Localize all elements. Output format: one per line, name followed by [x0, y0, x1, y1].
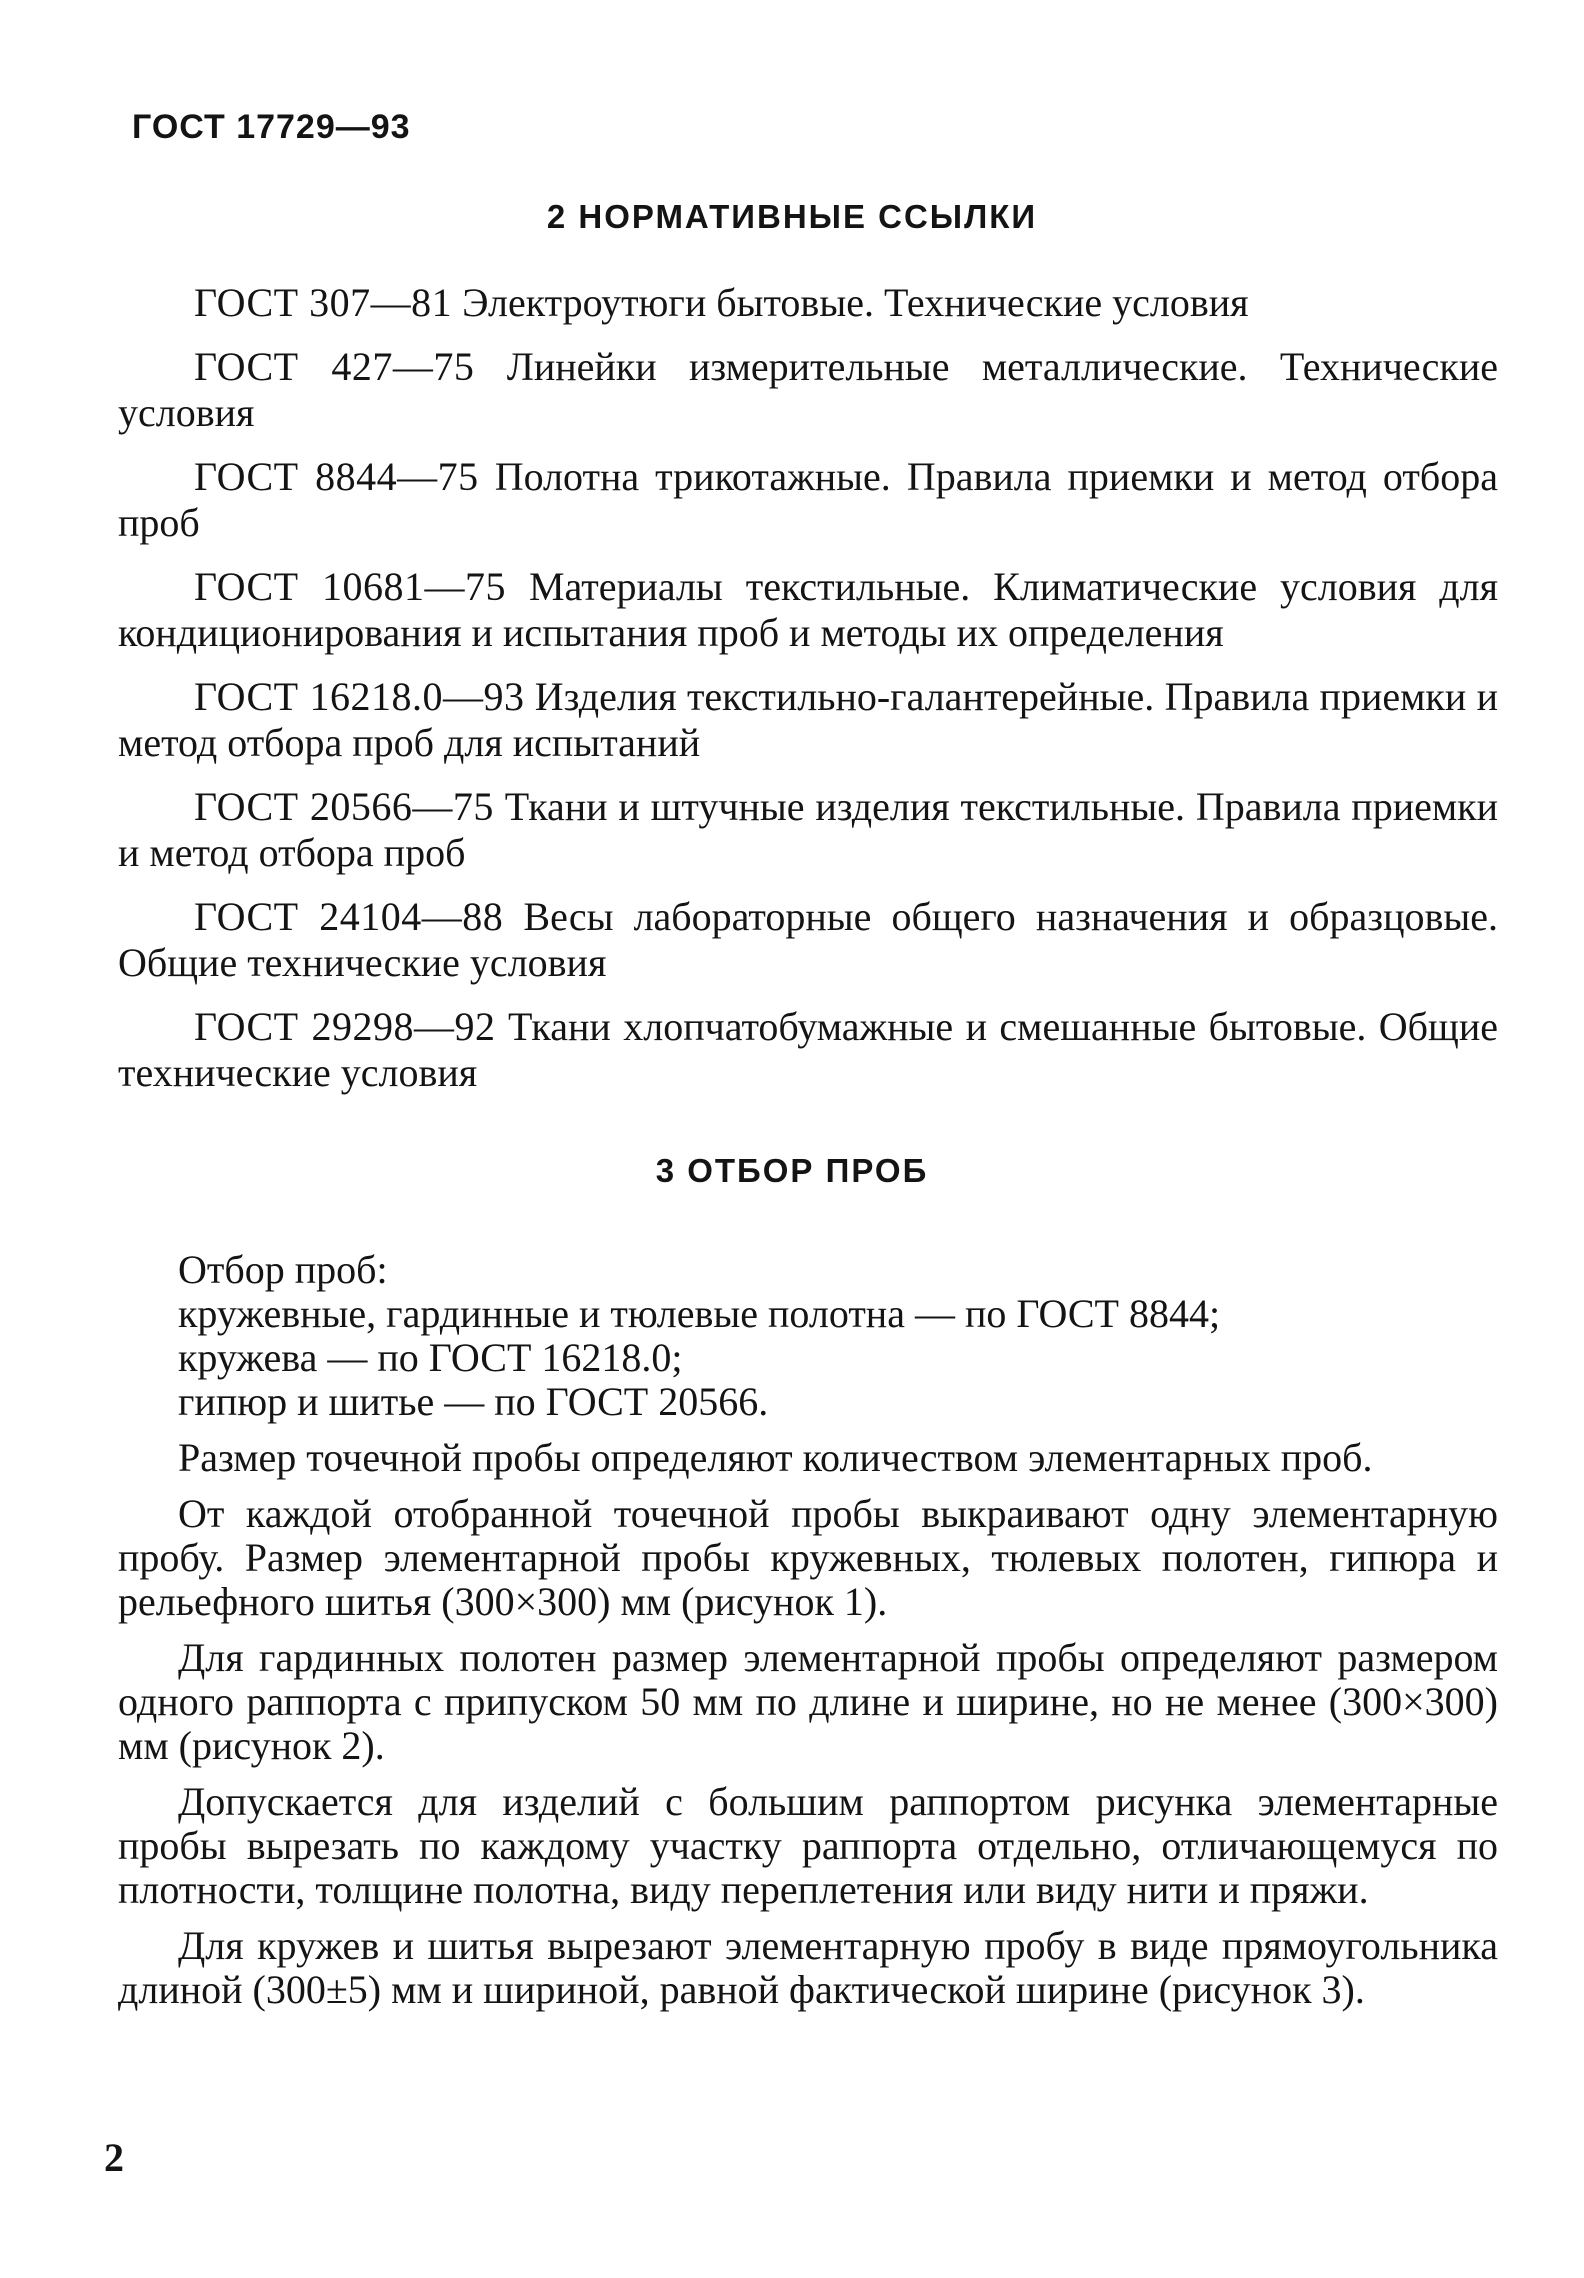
reference-item	[118, 1004, 1498, 1096]
reference-title: Изделия текстильно-галантерейные. Правила приемки и метод отбора проб для испытаний	[118, 674, 1498, 765]
reference-title: Материалы текстильные. Климатические условия для кондиционирования и испытания проб и методы их определения	[118, 564, 1498, 655]
reference-title: Ткани хлопчатобумажные и смешанные бытовые. Общие технические условия	[118, 1004, 1498, 1095]
reference-code: ГОСТ 307—81	[194, 280, 453, 325]
reference-title: Электроутюги бытовые. Технические условия	[462, 280, 1249, 325]
reference-item	[118, 894, 1498, 986]
reference-item	[118, 280, 1498, 326]
reference-item	[118, 564, 1498, 656]
reference-title: Весы лабораторные общего назначения и образцовые. Общие технические условия	[118, 894, 1499, 985]
reference-item	[118, 674, 1498, 766]
paragraph: Для гардинных полотен размер элементарной пробы определяют размером одного раппорта с припуском 50 мм по длине и ширине, но не менее (300×300) мм (рисунок 2).	[118, 1635, 1498, 1768]
reference-item	[118, 454, 1498, 546]
reference-title: Ткани и штучные изделия текстильные. Правила приемки и метод отбора проб	[118, 784, 1499, 875]
reference-code: ГОСТ 10681—75	[194, 564, 507, 609]
reference-code: ГОСТ 24104—88	[194, 894, 504, 939]
reference-code: ГОСТ 29298—92	[194, 1004, 496, 1049]
paragraph: Размер точечной пробы определяют количеством элементарных проб.	[178, 1435, 1373, 1480]
section-3-title: 3 ОТБОР ПРОБ	[655, 1152, 929, 1189]
reference-item	[118, 784, 1498, 876]
sampling-intro: Отбор проб:	[178, 1247, 388, 1292]
reference-code: ГОСТ 16218.0—93	[194, 674, 525, 719]
reference-item	[118, 344, 1498, 436]
section-2-title: 2 НОРМАТИВНЫЕ ССЫЛКИ	[546, 198, 1038, 235]
normative-references-list	[118, 280, 1498, 1114]
reference-code: ГОСТ 8844—75	[194, 454, 479, 499]
paragraph: Допускается для изделий с большим раппортом рисунка элементарные пробы вырезать по каждому участку раппорта отдельно, отличающемуся по плотности, толщине полотна, виду переплетения или виду нити и пряжи.	[118, 1779, 1498, 1912]
reference-code: ГОСТ 427—75	[194, 344, 475, 389]
paragraph: От каждой отобранной точечной пробы выкраивают одну элементарную пробу. Размер элементарной пробы кружевных, тюлевых полотен, гипюра и рельефного шитья (300×300) мм (рисунок 1).	[118, 1491, 1498, 1624]
paragraph: Для кружев и шитья вырезают элементарную пробу в виде прямоугольника длиной (300±5) мм и шириной, равной фактической ширине (рисунок 3).	[118, 1923, 1498, 2012]
document-code-header: ГОСТ 17729—93	[132, 108, 411, 146]
reference-title: Линейки измерительные металлические. Технические условия	[118, 344, 1499, 435]
page-number: 2	[104, 2135, 124, 2180]
reference-title: Полотна трикотажные. Правила приемки и метод отбора проб	[118, 454, 1498, 545]
sampling-section-body	[118, 1248, 1498, 2024]
sampling-list-item: гипюр и шитье — по ГОСТ 20566.	[178, 1379, 769, 1424]
reference-code: ГОСТ 20566—75	[194, 784, 494, 829]
sampling-list-item: кружева — по ГОСТ 16218.0;	[178, 1335, 683, 1380]
sampling-list-item: кружевные, гардинные и тюлевые полотна — по ГОСТ 8844;	[178, 1291, 1221, 1336]
